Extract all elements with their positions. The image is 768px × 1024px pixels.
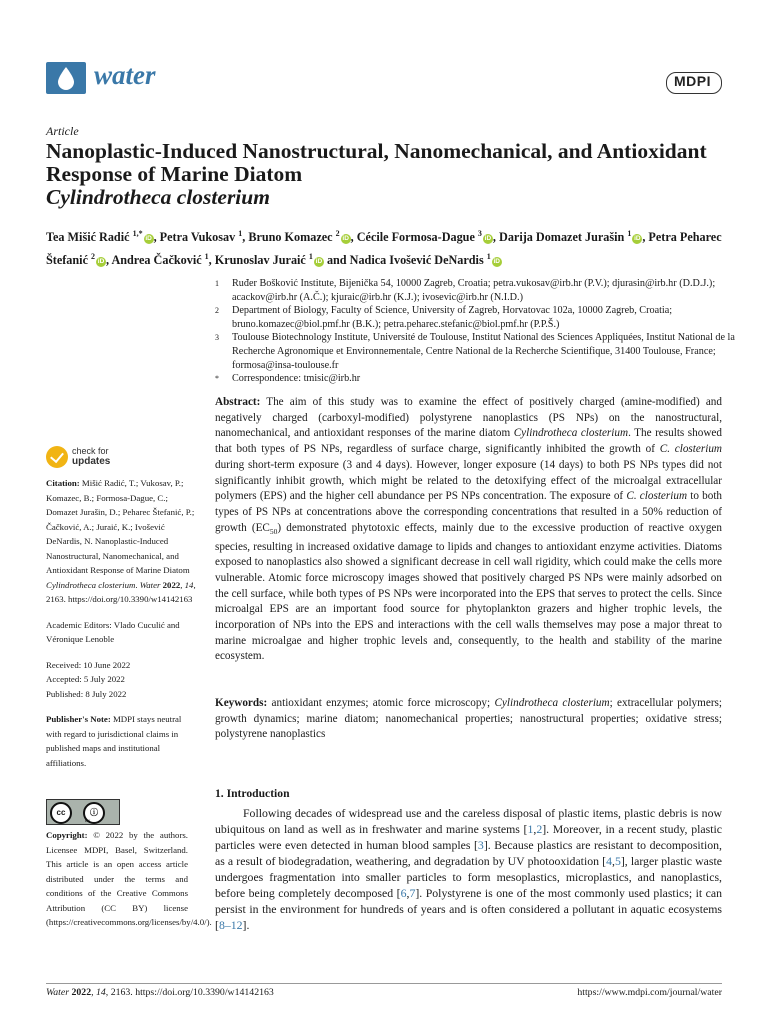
ref-link-2[interactable]: 2 (536, 822, 543, 836)
orcid-icon[interactable]: iD (493, 258, 500, 265)
orcid-icon[interactable]: iD (97, 258, 105, 265)
abstract-species-3: C. closterium (626, 490, 688, 503)
abstract-species-1: Cylindrotheca closterium (513, 427, 629, 440)
ref-sep: , (406, 886, 410, 900)
publisher-logo (666, 72, 722, 94)
orcid-icon[interactable]: iD (342, 235, 349, 242)
publisher-note (46, 712, 198, 770)
affiliation-item (215, 304, 735, 331)
intro-text-4: ], larger plastic waste undergoes fragmentation into smaller particles to form mesoplastics, microplastics, and nanoplastics, before being completely decomposed [ (215, 854, 722, 900)
author-name: Andrea Čačković (111, 253, 202, 267)
attribution-icon: ⓘ (83, 802, 105, 824)
introduction-body (215, 805, 722, 933)
affiliation-item (215, 372, 735, 386)
author-list: Tea Mišić Radić $^{1,*}$iD , Petra Vukosav $^1$, Bruno Komazec $^2$iD , Cécile Formosa-Dague $^3$iD , Darija Domazet Jurašin $^1$iD , Petra Peharec Štefanić $^2$iD , Andrea Čačković $^1$, Krunoslav Juraić $^1$iD and Nadica Ivošević DeNardis $^1$iD (46, 229, 722, 267)
intro-text-6: ]. (242, 918, 250, 932)
author-affiliation-mark: 2 (91, 252, 96, 261)
date-received: Received: 10 June 2022 (46, 659, 131, 670)
footer-journal: Water (46, 987, 70, 998)
affiliation-number: 3 (215, 333, 219, 343)
footer-divider (46, 983, 722, 984)
ref-link-1[interactable]: 1 (527, 822, 534, 836)
affiliation-text: Department of Biology, Faculty of Science, University of Zagreb, Horvatovac 102a, 10000 Zagreb, Croatia; bruno.komazec@biol.pmf.hr (B.K.); petra.peharec.stefanic@biol.pmf.hr (P.P.Š.) (232, 305, 673, 330)
keywords-label: Keywords: (215, 697, 268, 709)
orcid-icon[interactable]: iD (145, 235, 152, 242)
water-drop-icon (46, 62, 86, 94)
checkmark-icon (46, 446, 68, 468)
article-type: Article (46, 124, 79, 138)
footer-doi[interactable]: , 2163. https://doi.org/10.3390/w14142163 (105, 987, 274, 998)
author-name: Krunoslav Juraić (214, 253, 306, 267)
ec50-subscript: 50 (269, 526, 278, 536)
author-name: Petra Vukosav (159, 230, 236, 244)
check-updates-line1: check for (72, 446, 109, 456)
ref-link-4[interactable]: 4 (606, 854, 612, 868)
abstract-text-5: ) demonstrated phytotoxic effects, mainly due to the excessive production of reactive oxygen species, resulting in increased oxidative damage to lipids and changes to antioxidant enzyme activities. Diatoms exposed to nanoplastics also showed a significant decrease in cell wall rigidity, which could make the cells more vulnerable. Atomic force microscopy images showed that positively charged PS NPs were mainly adsorbed on the cell surface, while both types of PS NPs were incorporated into the EPS that serves to protect the cells. Since microalgal EPS are an important food source for phytoplankton grazers and higher trophic levels, the incorporation of NPs into the EPS and interactions with the cell walls themselves may pose a major threat to marine microalgae and higher trophic levels and, consequently, to the health and stability of the marine ecosystem. (215, 521, 722, 663)
affiliation-list (215, 277, 735, 386)
abstract-text-2: . The results showed that both types of PS NPs, regardless of surface charge, significantly inhibited the growth of (215, 427, 722, 456)
journal-name: water (94, 60, 156, 90)
check-updates-line2: updates (72, 456, 111, 467)
publisher-name: MDPI (674, 73, 711, 89)
author-name: Cécile Formosa-Dague (356, 230, 475, 244)
article-title (46, 140, 736, 209)
check-for-updates-button[interactable] (46, 444, 136, 472)
orcid-icon[interactable]: iD (634, 235, 641, 242)
citation-authors: Mišić Radić, T.; Vukosav, P.; Komazec, B.; Formosa-Dague, C.; Domazet Jurašin, D.; Peharec Štefanić, P.; Čačković, A.; Juraić, K.; Ivošević DeNardis, N. Nanoplastic-Induced Nanostructural, Nanomechanical, and Antioxidant Response of Marine Diatom (46, 478, 195, 575)
by-label: BY (85, 818, 91, 823)
keywords-text-2: ; extracellular polymers; growth dynamics; marine diatom; nanomechanical properties; nanostructural properties; oxidative stress; polystyrene nanoplastics (215, 697, 723, 741)
copyright-text: © 2022 by the authors. Licensee MDPI, Basel, Switzerland. This article is an open access article distributed under the terms and conditions of the Creative Commons Attribution (CC BY) license (https://creativecommons.org/licenses/by/4.0/). (46, 830, 212, 927)
citation-volume: 14 (184, 579, 194, 590)
ref-sep: , (533, 822, 537, 836)
abstract-label: Abstract: (215, 396, 261, 408)
abstract-text-4: to both types of PS NPs at concentrations above the corresponding concentrations that resulted in a 50% reduction of growth (EC (215, 490, 723, 534)
abstract-text-1: The aim of this study was to examine the effect of positively charged (amine-modified) and negatively charged (carboxyl-modified) polystyrene nanoplastics (PS NPs) on the nanostructural, nanomechanical, and antioxidant responses of the marine diatom (215, 396, 722, 440)
orcid-icon[interactable]: iD (315, 258, 323, 265)
author-name: Darija Domazet Jurašin (499, 230, 625, 244)
orcid-icon[interactable]: iD (484, 235, 492, 242)
authors-and: and (326, 253, 347, 267)
ref-link-8-12[interactable]: 8–12 (218, 918, 243, 932)
ref-link-6[interactable]: 6 (400, 886, 407, 900)
citation-label: Citation: (46, 478, 80, 488)
keywords-species: Cylindrotheca closterium (494, 697, 610, 709)
intro-text-1: Following decades of widespread use and the careless disposal of plastic items, plastic debris is now ubiquitous on land as well as in freshwater and marine systems [ (215, 806, 722, 836)
cc-by-license-badge[interactable] (46, 799, 120, 825)
copyright-label: Copyright: (46, 830, 88, 840)
title-species: Cylindrotheca closterium (46, 185, 270, 209)
copyright-block (46, 828, 212, 930)
abstract-species-2: C. closterium (659, 443, 722, 456)
journal-logo (46, 60, 166, 100)
affiliation-text: Toulouse Biotechnology Institute, Université de Toulouse, Institut National des Sciences Appliquées, Institut National de la Recherche Agronomique et Environnementale, Centre National de la Recherche Scientifique, 31400 Toulouse, France; formosa@insa-toulouse.fr (232, 332, 735, 371)
intro-text-3: ]. Because plastics are resistant to decomposition, as a result of biodegradation, weathering, and degradation by UV photooxidation [ (215, 838, 722, 868)
author-affiliation-mark: 2 (335, 229, 340, 238)
author-affiliation-mark: 1 (308, 252, 313, 261)
author-affiliation-mark: 1 (486, 252, 491, 261)
section-heading-introduction: 1. Introduction (215, 787, 290, 800)
affiliation-item (215, 277, 735, 304)
dates-block (46, 658, 198, 702)
footer-citation: Water 2022, 14, 2163. https://doi.org/10.3390/w14142163 (46, 987, 274, 998)
intro-text-2: ]. Moreover, in a recent study, plastic particles were even detected in human blood samples [ (215, 822, 722, 852)
title-main: Nanoplastic-Induced Nanostructural, Nanomechanical, and Antioxidant Response of Marine Diatom (46, 139, 707, 186)
citation-doi[interactable]: , 2163. https://doi.org/10.3390/w14142163 (46, 579, 196, 604)
author-name: Petra Peharec Štefanić (46, 230, 722, 267)
affiliation-text: Correspondence: tmisic@irb.hr (232, 373, 361, 385)
citation-block: Citation: Mišić Radić, T.; Vukosav, P.; Komazec, B.; Formosa-Dague, C.; Domazet Jurašin, D.; Peharec Štefanić, P.; Čačković, A.; Juraić, K.; Ivošević DeNardis, N. Nanoplastic-Induced Nanostructural, Nanomechanical, and Antioxidant Response of Marine Diatom Cylindrotheca closterium. Water 2022, 14, 2163. https://doi.org/10.3390/w14142163 (46, 478, 196, 604)
abstract-text-3: during short-term exposure (3 and 4 days). However, longer exposure (14 days) to both PS NPs types did not significantly inhibit growth, which might be related to the detoxifying effect of the microalgal extracellular polymers (EPS) and the higher cell abundance per PS NPs concentration. The exposure of (215, 458, 722, 503)
date-published: Published: 8 July 2022 (46, 688, 127, 699)
date-accepted: Accepted: 5 July 2022 (46, 674, 125, 684)
author-name: Tea Mišić Radić (46, 230, 130, 244)
publisher-note-text: MDPI stays neutral with regard to jurisdictional claims in published maps and institutional affiliations. (46, 714, 182, 768)
footer-volume: 14 (96, 987, 106, 998)
affiliation-text: Ruđer Bošković Institute, Bijenička 54, 10000 Zagreb, Croatia; petra.vukosav@irb.hr (P.V.); djurasin@irb.hr (D.D.J.); acackov@irb.hr (A.Č.); kjuraic@irb.hr (K.J.); ivosevic@irb.hr (N.I.D.) (232, 278, 716, 303)
citation-year: 2022 (162, 579, 181, 590)
author-name: Nadica Ivošević DeNardis (349, 253, 484, 267)
abstract (215, 395, 722, 665)
creative-commons-icon: cc (50, 802, 72, 824)
author-affiliation-mark: 1 (204, 252, 209, 261)
author-affiliation-mark: 1 (627, 229, 632, 238)
affiliation-item (215, 331, 735, 372)
keywords (215, 696, 722, 743)
publisher-note-label: Publisher's Note: (46, 714, 111, 724)
ref-link-7[interactable]: 7 (409, 886, 416, 900)
affiliation-number: * (215, 374, 219, 384)
intro-paragraph (215, 805, 722, 933)
footer-year: 2022 (71, 987, 92, 998)
affiliation-number: 2 (215, 306, 219, 316)
affiliation-number: 1 (215, 279, 219, 288)
intro-text-5: ]. Polystyrene is one of the most commonly used plastics; it can persist in the environment for hundreds of years and is often considered a pollutant in aquatic ecosystems [ (215, 886, 722, 932)
article-info-sidebar (46, 476, 198, 781)
ref-link-5[interactable]: 5 (614, 854, 621, 868)
citation-journal: Water (139, 579, 161, 590)
ref-link-3[interactable]: 3 (477, 838, 484, 852)
ref-sep: , (611, 854, 615, 868)
author-name: Bruno Komazec (248, 230, 333, 244)
footer-journal-url[interactable]: https://www.mdpi.com/journal/water (577, 987, 722, 998)
author-affiliation-mark: 3 (477, 229, 482, 238)
keywords-text-1: antioxidant enzymes; atomic force microscopy; (271, 697, 491, 709)
author-affiliation-mark: 1,* (132, 229, 143, 238)
academic-editors: Academic Editors: Vlado Cuculić and Véronique Lenoble (46, 619, 180, 644)
author-affiliation-mark: 1 (238, 229, 243, 238)
citation-species: Cylindrotheca closterium (46, 579, 136, 590)
